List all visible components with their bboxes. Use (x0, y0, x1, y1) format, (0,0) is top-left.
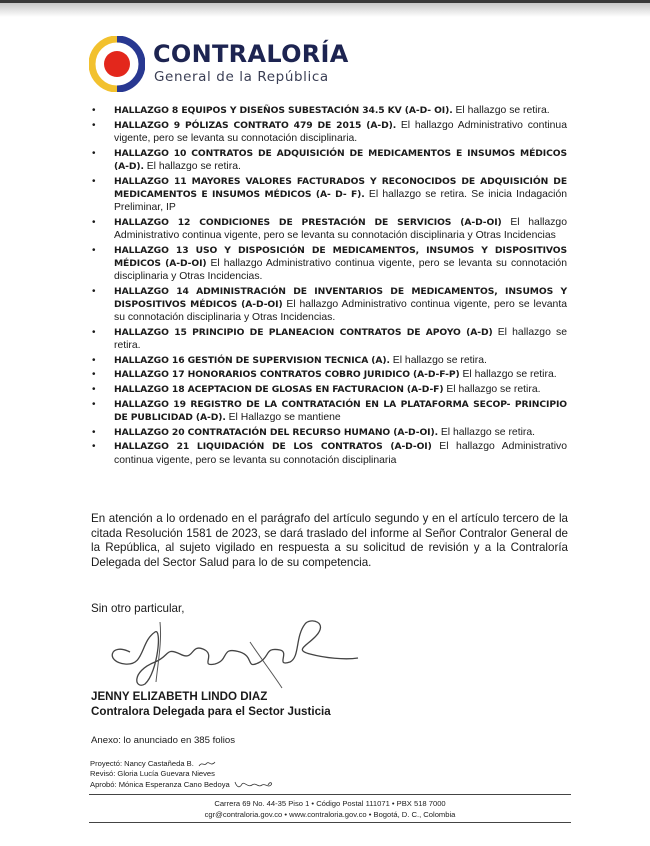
finding-item (92, 426, 567, 439)
bullet-icon: • (92, 398, 96, 410)
finding-item (92, 147, 567, 173)
finding-item (92, 285, 567, 325)
finding-title: HALLAZGO 11 MAYORES VALORES FACTURADOS Y RECONOCIDOS DE ADQUISICIÓN DE MEDICAMENTOS E INSUMOS MÉDICOS (A- D- F). (114, 175, 567, 200)
finding-title: HALLAZGO 13 USO Y DISPOSICIÓN DE MEDICAMENTOS, INSUMOS Y DISPOSITIVOS MÉDICOS (A-D-OI) (114, 244, 567, 269)
finding-text: El hallazgo Administrativo continua vigente, pero se levanta su connotación disciplinaria (114, 441, 567, 466)
finding-text: El hallazgo Administrativo continua vigente, pero se levanta su connotación disciplinaria. (114, 119, 567, 144)
finding-title: HALLAZGO 21 LIQUIDACIÓN DE LOS CONTRATOS (A-D-OI) (114, 441, 432, 453)
initials-mark (234, 780, 274, 789)
finding-text: El hallazgo se retira. (114, 326, 567, 351)
finding-text: El hallazgo se retira. (452, 105, 550, 116)
finding-text: El hallazgo Administrativo continua vigente, pero se levanta su connotación disciplinaria y Otras Incidencias. (114, 257, 567, 282)
credit-line (90, 759, 274, 769)
finding-item (92, 354, 567, 367)
finding-item (92, 175, 567, 215)
credit-projected: Proyectó: Nancy Castañeda B. (90, 759, 194, 768)
credit-approved: Aprobó: Mónica Esperanza Cano Bedoya (90, 779, 230, 789)
finding-title: HALLAZGO 8 EQUIPOS Y DISEÑOS SUBESTACIÓN 34.5 KV (A-D- OI). (114, 105, 453, 116)
finding-title: HALLAZGO 17 HONORARIOS CONTRATOS COBRO JURIDICO (A-D-F-P) (114, 369, 460, 381)
logo-subtitle: General de la República (154, 69, 329, 85)
finding-title: HALLAZGO 14 ADMINISTRACIÓN DE INVENTARIOS DE MEDICAMENTOS, INSUMOS Y DISPOSITIVOS MÉDICOS (A-D-OI) (114, 285, 567, 310)
finding-item (92, 383, 567, 396)
viewer-top-shadow (0, 3, 650, 17)
logo-emblem-icon (89, 36, 145, 92)
finding-title: HALLAZGO 18 ACEPTACION DE GLOSAS EN FACTURACION (A-D-F) (114, 384, 444, 396)
contraloria-logo (89, 36, 349, 92)
finding-title: HALLAZGO 9 PÓLIZAS CONTRATO 479 DE 2015 (A-D). (114, 119, 397, 131)
finding-item (92, 398, 567, 424)
credits-block (90, 759, 274, 790)
finding-text: El hallazgo se retira. (389, 354, 487, 366)
body-paragraph: En atención a lo ordenado en el parágrafo del artículo segundo y en el artículo tercero de la citada Resolución 1581 de 2023, se dará traslado del informe al Señor Contralor General de la República, al sujeto vigilado en respuesta a su solicitud de revisión y a la Contraloría Delegada del Sector Salud para lo de su competencia. (91, 512, 568, 570)
bullet-icon: • (92, 216, 96, 228)
bullet-icon: • (92, 369, 96, 381)
footer-address (89, 799, 571, 820)
footer-divider-bottom (89, 822, 571, 823)
bullet-icon: • (92, 384, 96, 396)
signer-name: JENNY ELIZABETH LINDO DIAZ (91, 690, 268, 703)
closing-line: Sin otro particular, (91, 602, 185, 615)
finding-item (92, 368, 567, 381)
footer-line-address: Carrera 69 No. 44-35 Piso 1 • Código Postal 111071 • PBX 518 7000 (214, 799, 446, 808)
annex-note: Anexo: lo anunciado en 385 folios (91, 735, 236, 746)
initials-mark (198, 760, 216, 768)
bullet-icon: • (92, 326, 96, 338)
finding-text: El hallazgo se retira. (143, 160, 241, 172)
finding-title: HALLAZGO 15 PRINCIPIO DE PLANEACION CONTRATOS DE APOYO (A-D) (114, 326, 493, 338)
bullet-icon: • (92, 285, 96, 297)
footer-line-contact: cgr@contraloria.gov.co • www.contraloria.gov.co • Bogotá, D. C., Colombia (204, 809, 456, 819)
bullet-icon: • (92, 426, 96, 438)
finding-text: El hallazgo se retira. (437, 426, 536, 438)
finding-text: El hallazgo se retira. Se inicia Indagación Preliminar, IP (114, 188, 567, 213)
bullet-icon: • (92, 354, 96, 366)
finding-text: El hallazgo Administrativo continua vigente, pero se levanta su connotación disciplinaria y Otras Incidencias (114, 216, 567, 241)
finding-item (92, 104, 567, 117)
findings-list (92, 104, 567, 468)
finding-title: HALLAZGO 10 CONTRATOS DE ADQUISICIÓN DE MEDICAMENTOS E INSUMOS MÉDICOS (A-D). (114, 147, 567, 172)
finding-title: HALLAZGO 19 REGISTRO DE LA CONTRATACIÓN EN LA PLATAFORMA SECOP- PRINCIPIO DE PUBLICIDAD (A-D). (114, 398, 567, 423)
finding-title: HALLAZGO 20 CONTRATACIÓN DEL RECURSO HUMANO (A-D-OI). (114, 426, 438, 438)
finding-item (92, 216, 567, 242)
finding-text: El Hallazgo se mantiene (225, 411, 341, 423)
bullet-icon: • (92, 147, 96, 159)
handwritten-signature (100, 612, 360, 690)
bullet-icon: • (92, 105, 96, 116)
credit-line (90, 769, 274, 779)
finding-title: HALLAZGO 12 CONDICIONES DE PRESTACIÓN DE SERVICIOS (A-D-OI) (114, 216, 502, 228)
finding-text: El hallazgo Administrativo continua vigente, pero se levanta su connotación disciplinaria y Otras Incidencias. (114, 298, 568, 324)
finding-text: El hallazgo se retira. (459, 369, 557, 381)
credit-reviewed: Revisó: Gloria Lucía Guevara Nieves (90, 769, 215, 779)
finding-text: El hallazgo se retira. (443, 384, 541, 396)
bullet-icon: • (92, 119, 96, 131)
finding-item (92, 440, 567, 466)
bullet-icon: • (92, 441, 96, 453)
bullet-icon: • (92, 175, 96, 187)
bullet-icon: • (92, 244, 96, 256)
finding-title: HALLAZGO 16 GESTIÓN DE SUPERVISION TECNICA (A). (114, 354, 390, 366)
finding-item (92, 244, 567, 284)
footer-divider-top (89, 794, 571, 795)
logo-title: CONTRALORÍA (153, 40, 349, 68)
finding-item (92, 119, 567, 145)
signer-role: Contralora Delegada para el Sector Justicia (91, 705, 331, 718)
finding-item (92, 326, 567, 352)
credit-line (90, 780, 274, 790)
